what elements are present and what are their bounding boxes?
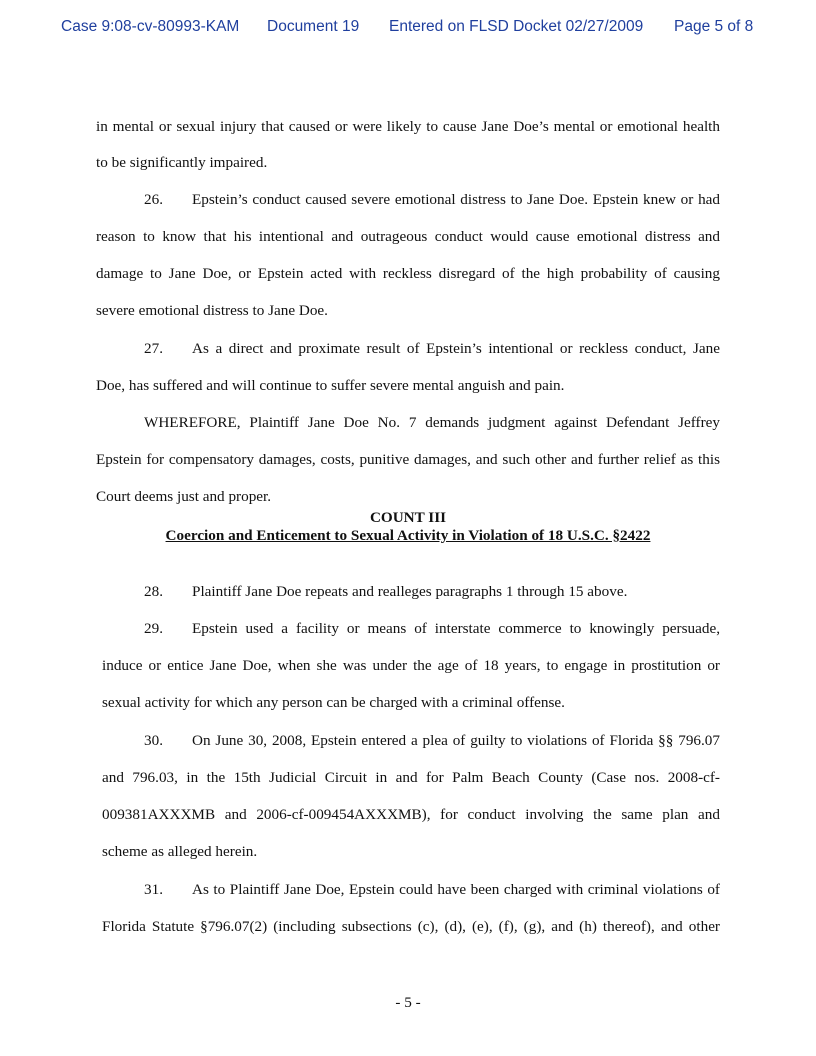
paragraph-number: 29. xyxy=(144,620,163,637)
text-line: reason to know that his intentional and outrageous conduct would cause emotional distress and xyxy=(96,228,720,245)
text-line: induce or entice Jane Doe, when she was under the age of 18 years, to engage in prostitution or xyxy=(102,657,720,674)
paragraph-26-line xyxy=(96,191,720,209)
text: As to Plaintiff Jane Doe, Epstein could have been charged with criminal violations of xyxy=(192,881,720,898)
text-line: in mental or sexual injury that caused or were likely to cause Jane Doe’s mental or emotional health xyxy=(96,118,720,135)
text-line: to be significantly impaired. xyxy=(96,154,268,171)
text: Epstein used a facility or means of interstate commerce to knowingly persuade, xyxy=(192,620,720,637)
text-line: Court deems just and proper. xyxy=(96,488,272,505)
paragraph-number: 26. xyxy=(144,191,163,208)
header-document: Document 19 xyxy=(267,18,360,35)
text-line: and 796.03, in the 15th Judicial Circuit in and for Palm Beach County (Case nos. 2008-cf- xyxy=(102,769,720,786)
paragraph-31-line xyxy=(96,881,720,899)
text-line: damage to Jane Doe, or Epstein acted with reckless disregard of the high probability of causing xyxy=(96,265,720,282)
paragraph-28-line xyxy=(96,583,720,601)
text-line: Florida Statute §796.07(2) (including subsections (c), (d), (e), (f), (g), and (h) thereof), and other xyxy=(102,918,720,935)
text-line: Doe, has suffered and will continue to suffer severe mental anguish and pain. xyxy=(96,377,565,394)
text: Plaintiff Jane Doe repeats and realleges paragraphs 1 through 15 above. xyxy=(192,583,628,600)
text-line: scheme as alleged herein. xyxy=(102,843,258,860)
wherefore-line: WHEREFORE, Plaintiff Jane Doe No. 7 demands judgment against Defendant Jeffrey xyxy=(144,414,720,431)
text-line: severe emotional distress to Jane Doe. xyxy=(96,302,328,319)
header-entered: Entered on FLSD Docket 02/27/2009 xyxy=(389,18,644,35)
paragraph-number: 28. xyxy=(144,583,163,600)
text-line: 009381AXXXMB and 2006-cf-009454AXXXMB), for conduct involving the same plan and xyxy=(102,806,720,823)
text: Epstein’s conduct caused severe emotional distress to Jane Doe. Epstein knew or had xyxy=(192,191,720,208)
count-title: COUNT III xyxy=(369,509,447,526)
paragraph-number: 27. xyxy=(144,340,163,357)
header-page: Page 5 of 8 xyxy=(674,18,754,35)
paragraph-29-line xyxy=(96,620,720,638)
text: As a direct and proximate result of Epstein’s intentional or reckless conduct, Jane xyxy=(192,340,720,357)
text-line: sexual activity for which any person can be charged with a criminal offense. xyxy=(102,694,565,711)
paragraph-30-line xyxy=(96,732,720,750)
count-subtitle: Coercion and Enticement to Sexual Activity in Violation of 18 U.S.C. §2422 xyxy=(165,527,651,544)
paragraph-number: 31. xyxy=(144,881,163,898)
paragraph-27-line xyxy=(96,340,720,358)
text-line: Epstein for compensatory damages, costs, punitive damages, and such other and further relief as this xyxy=(96,451,720,468)
page-footer: - 5 - xyxy=(395,994,421,1011)
text: On June 30, 2008, Epstein entered a plea of guilty to violations of Florida §§ 796.07 xyxy=(192,732,720,749)
header-case: Case 9:08-cv-80993-KAM xyxy=(61,18,240,35)
paragraph-number: 30. xyxy=(144,732,163,749)
